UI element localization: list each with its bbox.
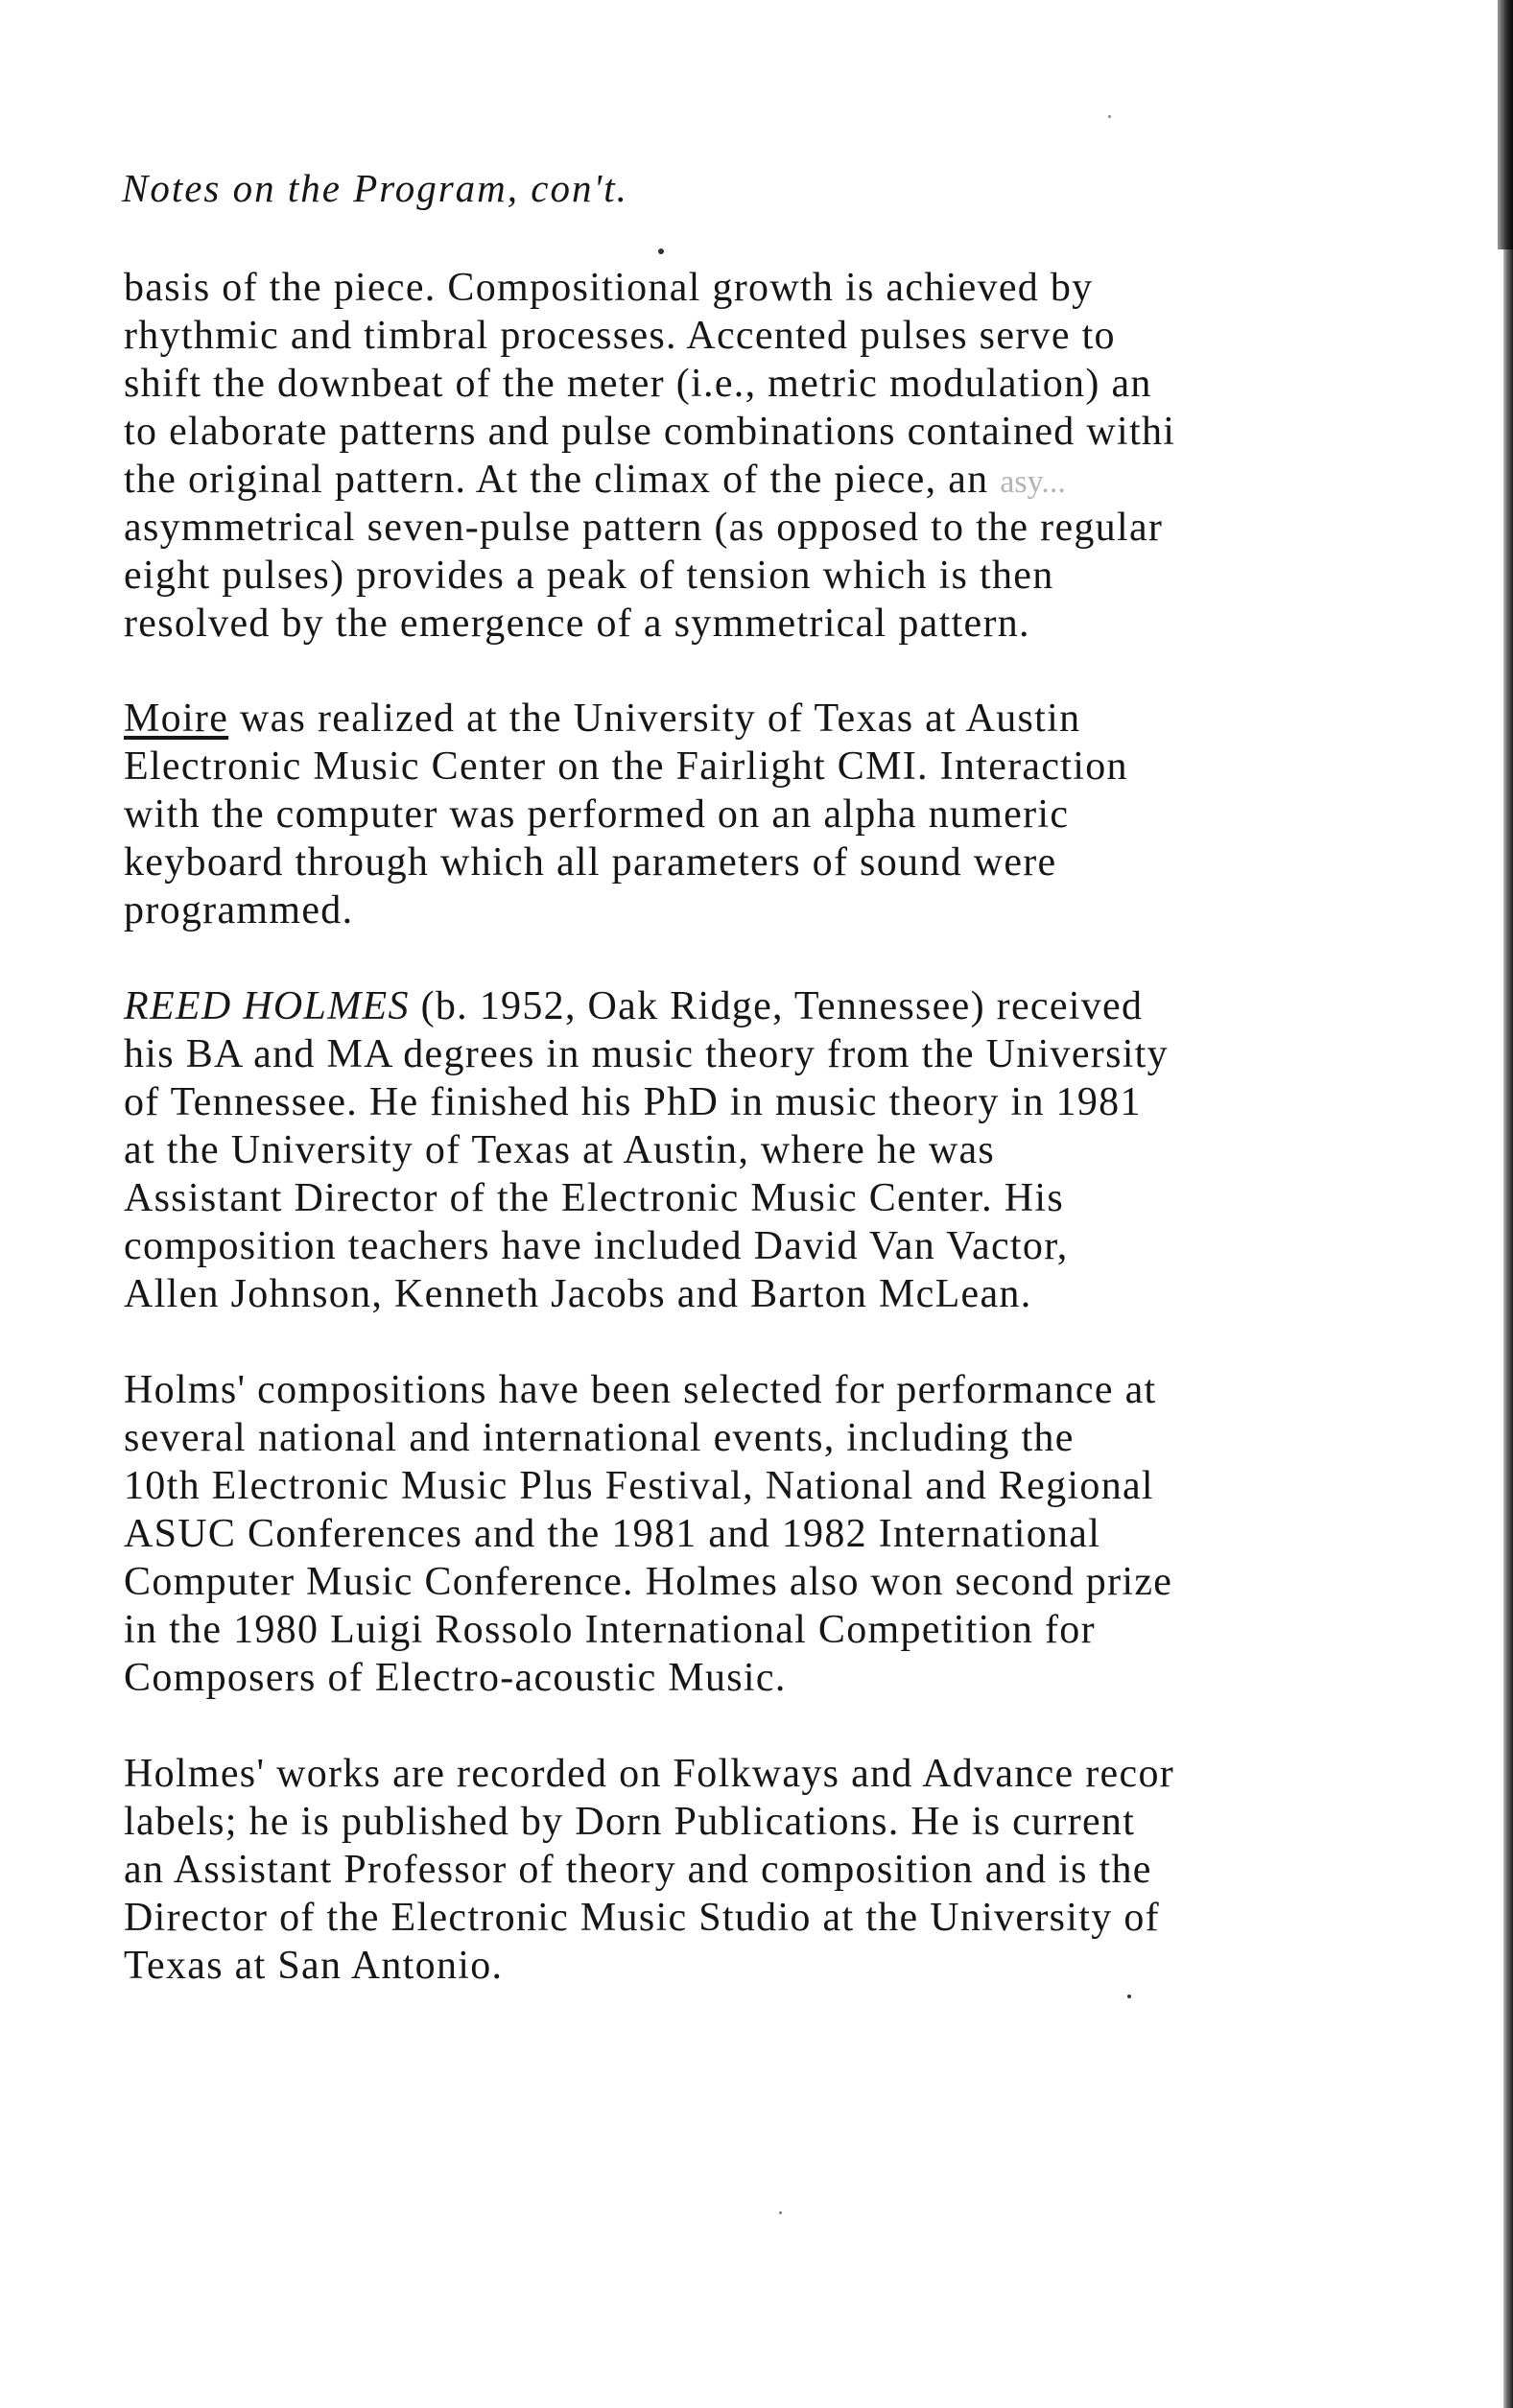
- text-line: basis of the piece. Compositional growth is achieved by: [124, 266, 1094, 310]
- text-line: with the computer was performed on an alpha numeric: [124, 792, 1070, 837]
- text-line: Assistant Director of the Electronic Music Center. His: [124, 1176, 1064, 1220]
- text-line: rhythmic and timbral processes. Accented pulses serve to: [124, 314, 1116, 358]
- scan-speck: [658, 248, 664, 254]
- composer-name: REED HOLMES: [124, 984, 410, 1028]
- paragraph-biography: [124, 982, 1169, 1318]
- text-line: Director of the Electronic Music Studio at the University of: [124, 1896, 1160, 1940]
- text-line: Texas at San Antonio.: [124, 1944, 504, 1988]
- scan-page-edge-shadow: [1498, 0, 1513, 249]
- text-segment: the original pattern. At the climax of the piece, an: [124, 458, 1001, 502]
- text-line: asymmetrical seven-pulse pattern (as opposed to the regular: [124, 506, 1164, 550]
- text-line: eight pulses) provides a peak of tension which is then: [124, 554, 1054, 598]
- text-line: Allen Johnson, Kenneth Jacobs and Barton McLean.: [124, 1272, 1032, 1316]
- text-line: [124, 982, 1169, 1030]
- text-line: Holmes' works are recorded on Folkways and Advance recor: [124, 1752, 1175, 1796]
- scan-speck: [1108, 115, 1111, 118]
- text-line: [124, 456, 1175, 504]
- text-line: keyboard through which all parameters of sound were: [124, 840, 1057, 885]
- text-line: 10th Electronic Music Plus Festival, National and Regional: [124, 1464, 1154, 1508]
- paragraph-realization: [124, 695, 1128, 934]
- paragraph-recordings: [124, 1750, 1174, 1990]
- scan-page-edge: [1503, 0, 1513, 2408]
- scan-speck: [779, 2211, 782, 2214]
- text-line: shift the downbeat of the meter (i.e., metric modulation) an: [124, 362, 1152, 406]
- text-line: labels; he is published by Dorn Publications. He is current: [124, 1800, 1136, 1844]
- text-line: [124, 695, 1128, 743]
- text-segment: (b. 1952, Oak Ridge, Tennessee) received: [409, 984, 1144, 1028]
- text-line: programmed.: [124, 888, 354, 933]
- text-line: at the University of Texas at Austin, where he was: [124, 1128, 996, 1172]
- text-line: Electronic Music Center on the Fairlight CMI. Interaction: [124, 744, 1128, 789]
- text-line: to elaborate patterns and pulse combinations contained withi: [124, 410, 1176, 454]
- paragraph-piece-description: [124, 264, 1175, 648]
- text-line: of Tennessee. He finished his PhD in music theory in 1981: [124, 1080, 1142, 1124]
- text-line: Composers of Electro-acoustic Music.: [124, 1656, 787, 1700]
- text-line: in the 1980 Luigi Rossolo International Competition for: [124, 1608, 1096, 1652]
- text-line: Computer Music Conference. Holmes also won second prize: [124, 1560, 1173, 1604]
- faint-strikethrough-text: asy...: [1000, 464, 1066, 500]
- text-segment: was realized at the University of Texas at Austin: [228, 696, 1081, 741]
- text-line: ASUC Conferences and the 1981 and 1982 International: [124, 1512, 1101, 1556]
- text-line: several national and international events, including the: [124, 1416, 1075, 1460]
- text-line: resolved by the emergence of a symmetrical pattern.: [124, 602, 1030, 646]
- text-line: composition teachers have included David Van Vactor,: [124, 1224, 1069, 1268]
- page-header: Notes on the Program, con't.: [122, 166, 628, 210]
- scan-speck: [1127, 1995, 1131, 1998]
- piece-title: Moire: [124, 696, 229, 741]
- paragraph-performances: [124, 1366, 1172, 1702]
- text-line: an Assistant Professor of theory and composition and is the: [124, 1848, 1152, 1892]
- text-line: Holms' compositions have been selected for performance at: [124, 1368, 1157, 1412]
- text-line: his BA and MA degrees in music theory from the University: [124, 1032, 1169, 1076]
